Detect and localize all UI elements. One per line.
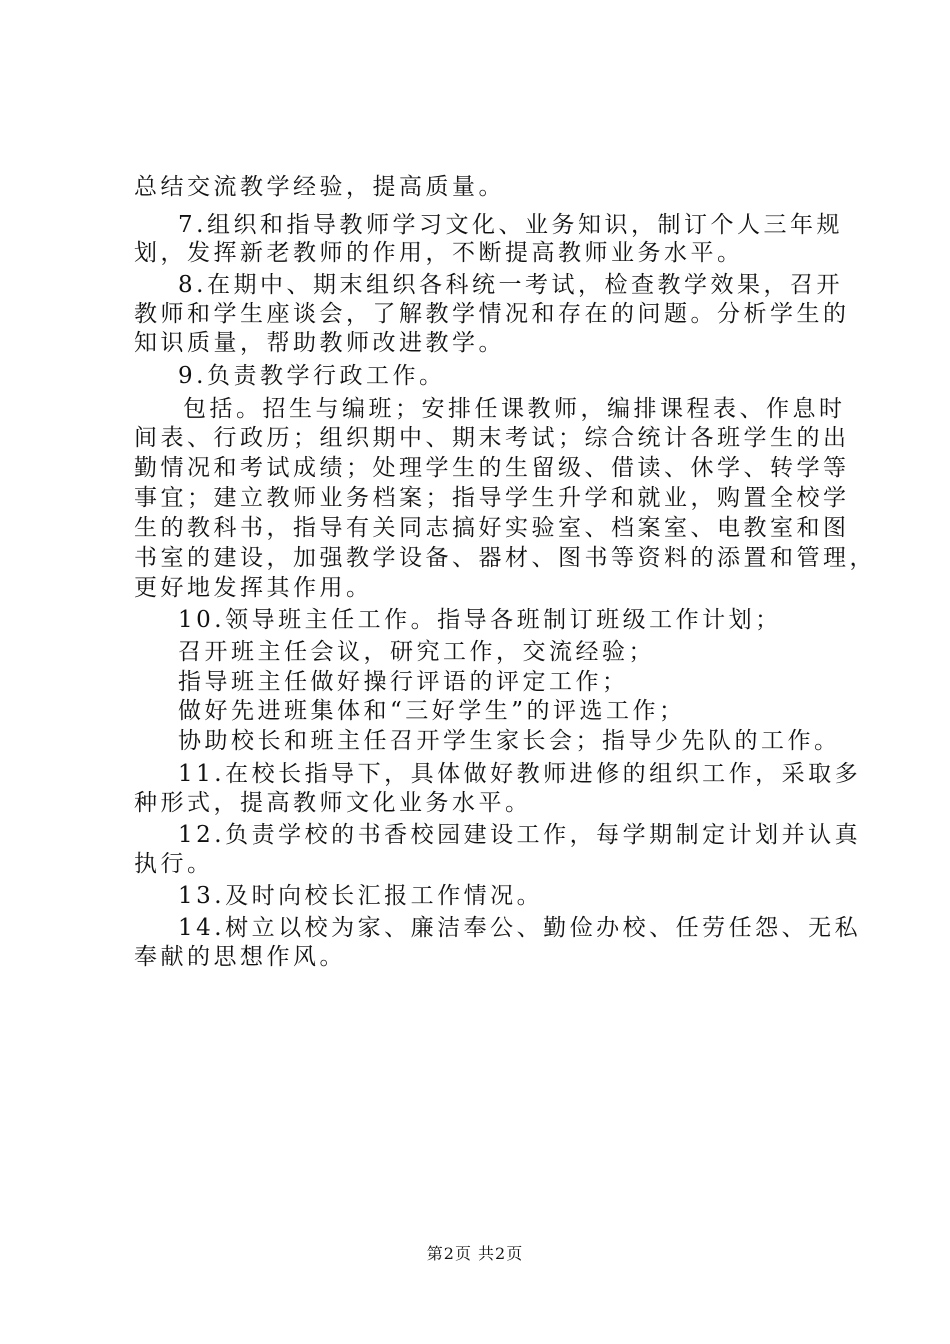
- paragraph-line: 更好地发挥其作用。: [134, 575, 373, 601]
- paragraph-line: 8.在期中、期末组织各科统一考试，检查教学效果，召开: [178, 272, 843, 298]
- paragraph-line: 事宜；建立教师业务档案；指导学生升学和就业，购置全校学: [134, 485, 850, 511]
- paragraph-line: 划，发挥新老教师的作用，不断提高教师业务水平。: [134, 240, 744, 266]
- paragraph-line: 7.组织和指导教师学习文化、业务知识，制订个人三年规: [178, 212, 843, 238]
- paragraph-line: 做好先进班集体和“三好学生”的评选工作；: [178, 698, 686, 724]
- paragraph-line: 协助校长和班主任召开学生家长会；指导少先队的工作。: [178, 728, 841, 754]
- paragraph-line: 包括。招生与编班；安排任课教师，编排课程表、作息时: [183, 396, 846, 422]
- paragraph-line: 14.树立以校为家、廉洁奉公、勤俭办校、任劳任怨、无私: [178, 915, 862, 941]
- paragraph-line: 间表、行政历；组织期中、期末考试；综合统计各班学生的出: [134, 425, 850, 451]
- paragraph-line: 指导班主任做好操行评语的评定工作；: [178, 669, 629, 695]
- paragraph-line: 13.及时向校长汇报工作情况。: [178, 883, 544, 909]
- paragraph-line: 总结交流教学经验，提高质量。: [134, 174, 505, 200]
- paragraph-line: 执行。: [134, 851, 214, 877]
- paragraph-line: 9.负责教学行政工作。: [178, 363, 446, 389]
- paragraph-line: 种形式，提高教师文化业务水平。: [134, 790, 532, 816]
- page-number-footer: 第2页 共2页: [426, 1244, 524, 1263]
- paragraph-line: 生的教科书，指导有关同志搞好实验室、档案室、电教室和图: [134, 515, 850, 541]
- paragraph-line: 10.领导班主任工作。指导各班制订班级工作计划；: [178, 607, 782, 633]
- paragraph-line: 知识质量，帮助教师改进教学。: [134, 330, 505, 356]
- paragraph-line: 教师和学生座谈会，了解教学情况和存在的问题。分析学生的: [134, 301, 850, 327]
- paragraph-line: 12.负责学校的书香校园建设工作，每学期制定计划并认真: [178, 822, 862, 848]
- paragraph-line: 奉献的思想作风。: [134, 944, 346, 970]
- paragraph-line: 11.在校长指导下，具体做好教师进修的组织工作，采取多: [178, 761, 862, 787]
- paragraph-line: 勤情况和考试成绩；处理学生的生留级、借读、休学、转学等: [134, 455, 850, 481]
- paragraph-line: 书室的建设，加强教学设备、器材、图书等资料的添置和管理，: [134, 545, 876, 571]
- paragraph-line: 召开班主任会议，研究工作，交流经验；: [178, 639, 655, 665]
